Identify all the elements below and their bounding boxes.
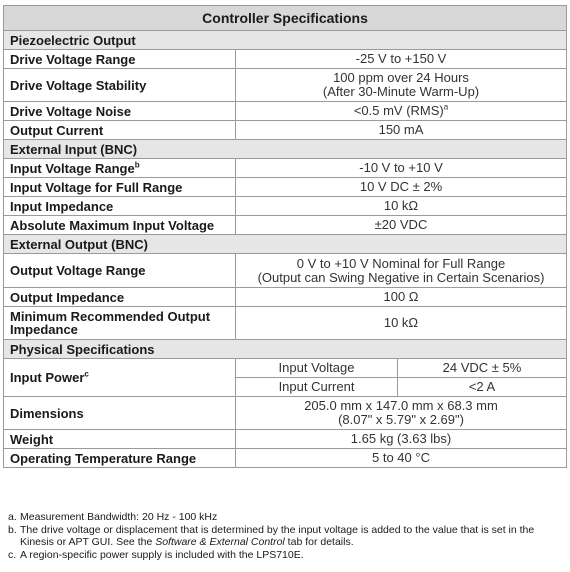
software-external-control-tab-reference: Software & External Control [155,536,285,548]
footnotes [8,511,564,561]
spec-value: 10 kΩ [236,307,567,340]
table-row [4,288,567,307]
table-row [4,449,567,468]
table-row [4,359,567,378]
spec-value-line: (8.07" x 5.79" x 2.69") [338,412,464,427]
footnote-text: A region-specific power supply is included with the LPS710E. [20,548,304,561]
table-row [4,307,567,340]
spec-value-line: (After 30-Minute Warm-Up) [322,84,480,99]
spec-value: -10 V to +10 V [236,159,567,178]
spec-label: Output Impedance [4,288,236,307]
spec-value: -25 V to +150 V [236,50,567,69]
spec-value [236,69,567,102]
spec-label: Output Current [4,121,236,140]
spec-value: 10 V DC ± 2% [236,178,567,197]
footnote-marker: b. [8,523,17,536]
footnote-c [8,549,564,562]
spec-label: Weight [4,430,236,449]
table-row [4,178,567,197]
table-row [4,430,567,449]
spec-value: 24 VDC ± 5% [398,359,567,378]
spec-value-text: <0.5 mV (RMS) [353,103,444,118]
spec-value: 10 kΩ [236,197,567,216]
footnote-ref-c: c [84,369,89,379]
spec-value: 5 to 40 °C [236,449,567,468]
table-row [4,69,567,102]
spec-label-text: Input Power [10,370,85,385]
table-row [4,159,567,178]
spec-value [236,254,567,288]
spec-value-line: (Output can Swing Negative in Certain Scenarios) [257,269,545,285]
spec-label [4,359,236,397]
spec-label [4,159,236,178]
spec-label-line: Minimum Recommended Output [10,309,211,324]
spec-value-line: 100 ppm over 24 Hours [333,70,469,85]
table-title: Controller Specifications [4,6,567,31]
footnote-text-part: The drive voltage or displacement that is determined by the input voltage is added to the value that is set in the Kinesis or APT GUI. See the [20,523,535,548]
spec-value: <2 A [398,378,567,397]
table-row [4,121,567,140]
spec-label: Input Voltage for Full Range [4,178,236,197]
spec-label-text: Input Voltage Range [10,160,135,176]
spec-label: Dimensions [4,397,236,430]
spec-label: Drive Voltage Stability [4,69,236,102]
footnote-ref-a: a [443,102,449,112]
spec-value [236,102,567,121]
section-header-external-output: External Output (BNC) [4,235,567,254]
spec-label-line: Impedance [10,322,78,337]
table-row [4,397,567,430]
footnote-text-part: tab for details. [284,536,354,548]
spec-label: Input Impedance [4,197,236,216]
spec-label [4,307,236,340]
footnote-text: Measurement Bandwidth: 20 Hz - 100 kHz [20,511,218,523]
section-header-physical-specifications: Physical Specifications [4,340,567,359]
footnote-a [8,511,564,524]
spec-sublabel: Input Current [236,378,398,397]
footnote-ref-b: b [134,160,140,170]
table-row [4,197,567,216]
spec-value-line: 205.0 mm x 147.0 mm x 68.3 mm [304,398,498,413]
footnote-marker: c. [8,548,17,561]
spec-label: Output Voltage Range [4,254,236,288]
spec-label: Operating Temperature Range [4,449,236,468]
section-header-external-input: External Input (BNC) [4,140,567,159]
spec-value: 100 Ω [236,288,567,307]
table-row [4,50,567,69]
spec-value: 1.65 kg (3.63 lbs) [236,430,567,449]
spec-value: 150 mA [236,121,567,140]
spec-label: Drive Voltage Noise [4,102,236,121]
spec-label: Absolute Maximum Input Voltage [4,216,236,235]
spec-value-line: 0 V to +10 V Nominal for Full Range [296,255,506,271]
spec-label: Drive Voltage Range [4,50,236,69]
footnote-text [20,524,564,549]
spec-value [236,397,567,430]
spec-sublabel: Input Voltage [236,359,398,378]
footnote-b [8,524,564,549]
controller-specifications-table [3,5,567,468]
spec-value: ±20 VDC [236,216,567,235]
table-row [4,254,567,288]
section-header-piezoelectric-output: Piezoelectric Output [4,31,567,50]
footnote-marker: a. [8,511,17,523]
table-row [4,102,567,121]
table-row [4,216,567,235]
